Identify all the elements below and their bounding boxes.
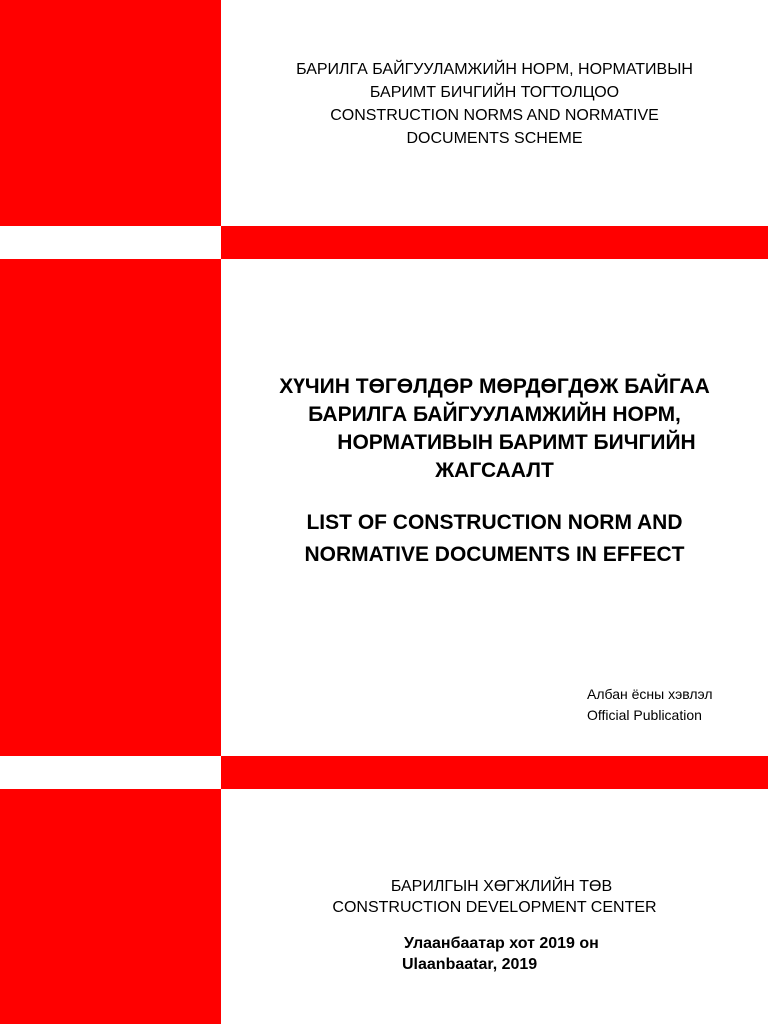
series-header — [221, 58, 768, 150]
red-block-top — [0, 0, 221, 226]
publication-note — [587, 684, 713, 726]
red-block-bottom — [0, 789, 221, 1024]
place-and-date — [221, 933, 768, 975]
title-mn-line: НОРМАТИВЫН БАРИМТ БИЧГИЙН — [337, 431, 696, 454]
series-header-line: БАРИМТ БИЧГИЙН ТОГТОЛЦОО — [369, 84, 620, 101]
red-block-middle — [0, 259, 221, 756]
series-header-line: БАРИЛГА БАЙГУУЛАМЖИЙН НОРМ, НОРМАТИВЫН — [296, 61, 693, 78]
title-mn-line: ЖАГСААЛТ — [435, 459, 554, 482]
red-band-lower — [221, 756, 768, 789]
place-date-mn: Улаанбаатар хот 2019 он — [404, 935, 599, 952]
red-band-upper — [221, 226, 768, 259]
publisher-mn: БАРИЛГЫН ХӨГЖЛИЙН ТӨВ — [390, 878, 613, 895]
series-header-line: DOCUMENTS SCHEME — [406, 130, 583, 147]
place-date-en: Ulaanbaatar, 2019 — [402, 956, 538, 973]
title-en-line: NORMATIVE DOCUMENTS IN EFFECT — [304, 543, 685, 566]
publisher-en: CONSTRUCTION DEVELOPMENT CENTER — [332, 899, 657, 916]
publisher — [221, 876, 768, 918]
title-en-line: LIST OF CONSTRUCTION NORM AND — [306, 511, 683, 534]
publication-en: Official Publication — [587, 707, 702, 723]
publication-mn: Албан ёсны хэвлэл — [587, 686, 713, 702]
title-mn-line: БАРИЛГА БАЙГУУЛАМЖИЙН НОРМ, — [308, 403, 681, 426]
series-header-line: CONSTRUCTION NORMS AND NORMATIVE — [330, 107, 659, 124]
document-title — [221, 373, 768, 571]
title-mn-line: ХҮЧИН ТӨГӨЛДӨР МӨРДӨГДӨЖ БАЙГАА — [279, 375, 710, 398]
title-en — [221, 507, 768, 571]
